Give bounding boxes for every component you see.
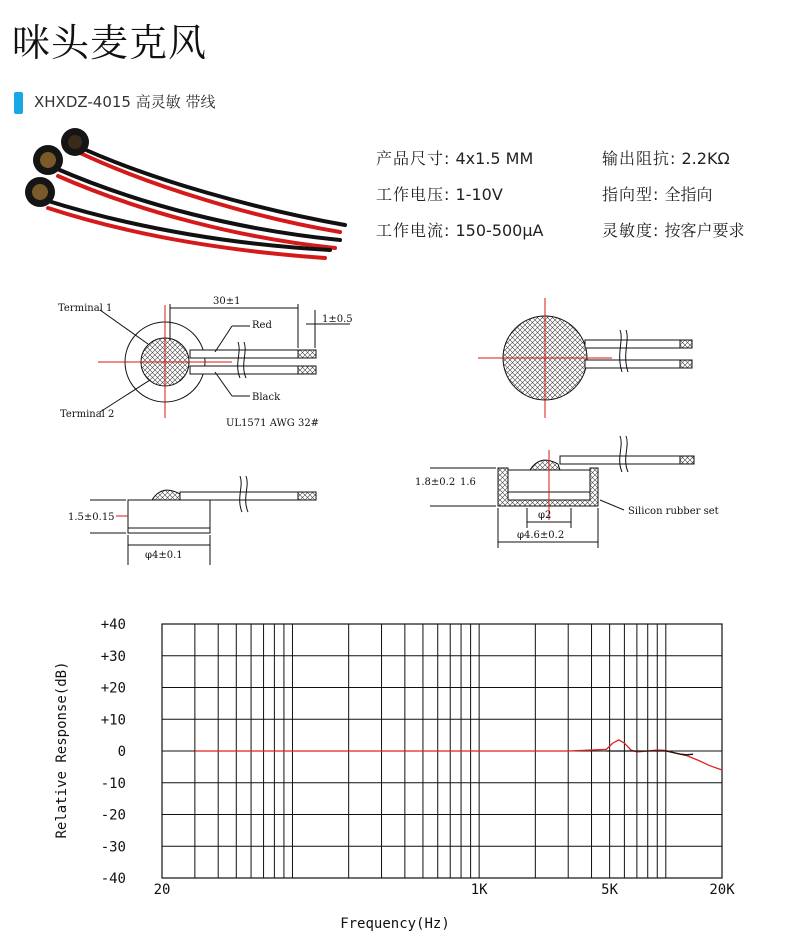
- y-tick-label: +40: [100, 617, 126, 633]
- dim-boot-height: 1.8±0.2: [415, 477, 456, 488]
- spec-current: 工作电流: 150-500μA: [376, 221, 544, 240]
- terminal2-label: Terminal 2: [60, 409, 115, 420]
- y-tick-label: 0: [117, 744, 126, 760]
- x-tick-label: 1K: [470, 882, 488, 898]
- red-wire-label: Red: [252, 320, 272, 331]
- spec-impedance: 输出阻抗: 2.2KΩ: [602, 149, 730, 168]
- x-tick-label: 20K: [709, 882, 735, 898]
- x-tick-label: 20: [153, 882, 171, 898]
- page-title: 咪头麦克风: [12, 21, 208, 65]
- spec-directivity: 指向型: 全指向: [602, 185, 713, 204]
- y-tick-labels: [101, 617, 126, 887]
- y-tick-label: -30: [100, 839, 126, 856]
- spec-size: 产品尺寸: 4x1.5 MM: [376, 149, 534, 168]
- silicon-rubber-label: Silicon rubber set: [628, 506, 719, 517]
- spec-voltage: 工作电压: 1-10V: [376, 185, 503, 204]
- x-tick-labels: [154, 882, 736, 898]
- series-line-2: [606, 751, 693, 755]
- x-axis-label: Frequency(Hz): [340, 916, 450, 932]
- spec-sensitivity: 灵敏度: 按客户要求: [602, 221, 745, 240]
- page-subtitle: XHXDZ-4015 高灵敏 带线: [34, 93, 216, 111]
- black-wire-label: Black: [252, 392, 281, 403]
- dim-length: 30±1: [213, 296, 241, 307]
- y-tick-label: +30: [100, 648, 126, 665]
- y-tick-label: -40: [100, 871, 126, 887]
- dim-hole: φ2: [538, 510, 552, 521]
- dim-diameter: φ4±0.1: [145, 550, 183, 561]
- y-tick-label: -10: [100, 775, 126, 792]
- y-tick-label: +20: [100, 680, 126, 697]
- front-view: [478, 298, 692, 418]
- dim-boot-inner: 1.6: [460, 477, 476, 488]
- dim-boot-diameter: φ4.6±0.2: [517, 530, 565, 541]
- side-view: [90, 476, 316, 565]
- cable-spec-label: UL1571 AWG 32#: [226, 418, 320, 429]
- dim-height: 1.5±0.15: [68, 512, 115, 523]
- y-tick-label: +10: [100, 712, 126, 729]
- terminal1-label: Terminal 1: [58, 303, 113, 314]
- subtitle-accent-bar: [14, 92, 23, 114]
- terminal-view: [98, 304, 350, 418]
- x-tick-label: 5K: [601, 882, 619, 898]
- y-axis-label: Relative Response(dB): [54, 661, 70, 839]
- y-tick-label: -20: [100, 807, 126, 824]
- dim-strip: 1±0.5: [322, 314, 353, 325]
- technical-drawing: [0, 280, 790, 580]
- frequency-response-chart: [0, 600, 790, 950]
